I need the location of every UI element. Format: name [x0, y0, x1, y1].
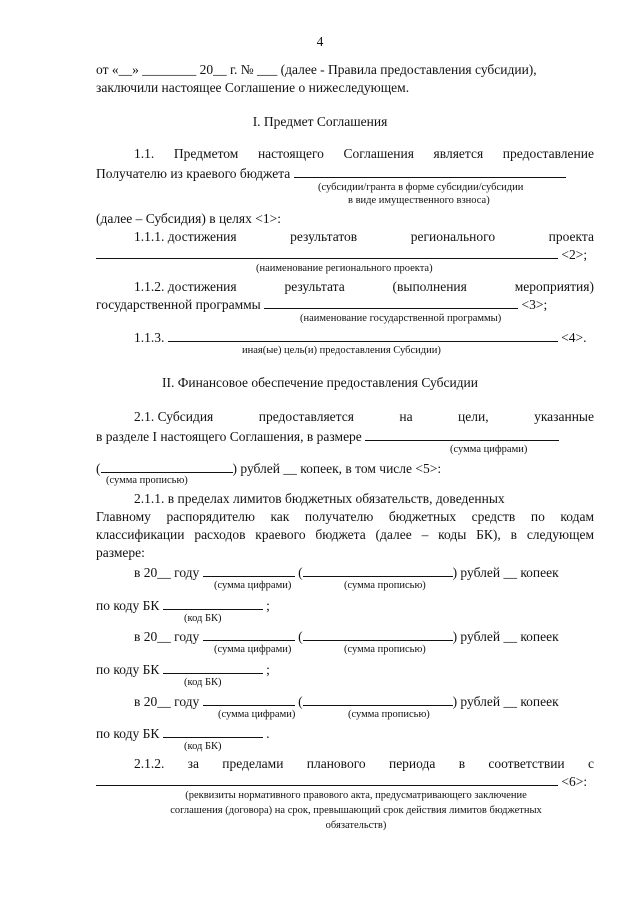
blank-other-goals[interactable] — [168, 328, 558, 342]
text: ) рублей __ копеек — [452, 629, 559, 644]
text: ( — [96, 461, 101, 476]
word: периода — [388, 756, 436, 771]
word: с — [587, 756, 594, 771]
word: цели, — [458, 409, 489, 424]
paragraph-2-1-2-line-2 — [96, 772, 587, 790]
bk-row-2 — [96, 660, 270, 678]
word: 1.1.1. достижения — [134, 229, 237, 244]
paragraph-1-1-line-2 — [96, 164, 566, 182]
paragraph-1-1-2-line-2 — [96, 295, 547, 313]
note-sum-digits: (сумма цифрами) — [450, 444, 528, 455]
paragraph-1-1-1-line-1 — [134, 229, 594, 245]
word: Соглашения — [343, 146, 414, 161]
bk-row-1 — [96, 596, 270, 614]
note-subsidy-type-2: в виде имущественного взноса) — [348, 195, 490, 206]
note-regional-project: (наименование регионального проекта) — [256, 263, 433, 274]
text: ) рублей __ копеек, в том числе <5>: — [232, 461, 442, 476]
text: ) рублей __ копеек — [452, 565, 559, 580]
paragraph-1-1-line-1 — [134, 146, 594, 162]
text: 1.1.3. — [134, 330, 165, 345]
note-bk-1: (код БК) — [184, 613, 222, 624]
word: на — [399, 409, 413, 424]
text: по коду БК — [96, 726, 160, 741]
blank-sum-words[interactable] — [101, 459, 233, 473]
text: ( — [298, 694, 303, 709]
year-row-1 — [134, 563, 559, 581]
note-year-3-words: (сумма прописью) — [348, 709, 430, 720]
blank-year-3-digits[interactable] — [203, 692, 295, 706]
note-year-2-digits: (сумма цифрами) — [214, 644, 292, 655]
paragraph-2-1-1-line-2: Главному распорядителю как получателю бюджетных средств по кодам — [96, 509, 594, 524]
note-year-2-words: (сумма прописью) — [344, 644, 426, 655]
blank-bk-2[interactable] — [163, 660, 263, 674]
blank-year-2-words[interactable] — [303, 627, 453, 641]
footnote-ref-6: <6>: — [561, 774, 588, 789]
text: ; — [266, 662, 270, 677]
word: является — [433, 146, 484, 161]
text: ; — [266, 598, 270, 613]
text: ( — [298, 565, 303, 580]
text: ( — [298, 629, 303, 644]
section-1-title: I. Предмет Соглашения — [252, 114, 388, 129]
note-subsidy-type-1: (субсидии/гранта в форме субсидии/субсидии — [318, 182, 524, 193]
word: 2.1. Субсидия — [134, 409, 214, 424]
blank-year-1-words[interactable] — [303, 563, 453, 577]
word: 2.1.2. — [134, 756, 165, 771]
bk-row-3 — [96, 724, 269, 742]
footnote-ref-3: <3>; — [521, 297, 548, 312]
blank-legal-act[interactable] — [96, 772, 558, 786]
intro-line-1: от «__» ________ 20__ г. № ___ (далее - Правила предоставления субсидии), — [96, 62, 537, 77]
word: мероприятия) — [514, 279, 594, 294]
text: по коду БК — [96, 662, 160, 677]
text: . — [266, 726, 270, 741]
blank-sum-digits[interactable] — [365, 427, 559, 441]
paragraph-2-1-1-line-4: размере: — [96, 545, 145, 560]
paragraph-2-1-1-line-3: классификации расходов краевого бюджета (далее – коды БК), в следующем — [96, 527, 594, 542]
note-legal-act-2: соглашения (договора) на срок, превышающий срок действия лимитов бюджетных — [170, 805, 542, 816]
note-legal-act-1: (реквизиты нормативного правового акта, предусматривающего заключение — [185, 790, 527, 801]
year-row-2 — [134, 627, 559, 645]
word: планового — [306, 756, 366, 771]
word: указанные — [534, 409, 594, 424]
blank-subsidy-type[interactable] — [294, 164, 566, 178]
word: пределами — [222, 756, 284, 771]
word: соответствии — [488, 756, 565, 771]
text: Получателю из краевого бюджета — [96, 166, 291, 181]
blank-year-3-words[interactable] — [303, 692, 453, 706]
blank-bk-3[interactable] — [163, 724, 263, 738]
word: результата — [284, 279, 345, 294]
paragraph-1-1-line-3: (далее – Субсидия) в целях <1>: — [96, 211, 281, 226]
intro-line-2: заключили настоящее Соглашение о нижеследующем. — [96, 80, 410, 95]
paragraph-1-1-3 — [134, 328, 586, 346]
note-year-1-digits: (сумма цифрами) — [214, 580, 292, 591]
note-sum-words: (сумма прописью) — [106, 475, 188, 486]
word: (выполнения — [392, 279, 467, 294]
text: в разделе I настоящего Соглашения, в размере — [96, 429, 362, 444]
year-row-3 — [134, 692, 559, 710]
note-legal-act-3: обязательств) — [325, 820, 387, 831]
text: ) рублей __ копеек — [452, 694, 559, 709]
word: предоставляется — [258, 409, 354, 424]
paragraph-2-1-2-line-1 — [134, 756, 594, 772]
note-bk-2: (код БК) — [184, 677, 222, 688]
word: регионального — [410, 229, 496, 244]
word: проекта — [548, 229, 594, 244]
footnote-ref-4: <4>. — [561, 330, 587, 345]
blank-regional-project[interactable] — [96, 245, 558, 259]
text: государственной программы — [96, 297, 261, 312]
text: в 20__ году — [134, 694, 200, 709]
word: 1.1. — [134, 146, 155, 161]
word: 1.1.2. достижения — [134, 279, 237, 294]
paragraph-2-1-line-2 — [96, 427, 559, 445]
blank-state-program[interactable] — [264, 295, 518, 309]
word: результатов — [290, 229, 358, 244]
blank-year-2-digits[interactable] — [203, 627, 295, 641]
word: настоящего — [257, 146, 324, 161]
text: 2.1.1. в пределах лимитов бюджетных обязательств, доведенных — [134, 491, 505, 506]
text: в 20__ году — [134, 629, 200, 644]
paragraph-2-1-line-1 — [134, 409, 594, 425]
note-state-program: (наименование государственной программы) — [300, 313, 502, 324]
note-year-1-words: (сумма прописью) — [344, 580, 426, 591]
word: в — [458, 756, 466, 771]
word: предоставление — [502, 146, 594, 161]
paragraph-1-1-1-line-2 — [96, 245, 587, 263]
blank-bk-1[interactable] — [163, 596, 263, 610]
section-2-title: II. Финансовое обеспечение предоставления Субсидии — [161, 375, 478, 390]
text: в 20__ году — [134, 565, 200, 580]
word: за — [187, 756, 199, 771]
footnote-ref-2: <2>; — [561, 247, 588, 262]
paragraph-1-1-2-line-1 — [134, 279, 594, 295]
word: Предметом — [173, 146, 239, 161]
note-other-goals: иная(ые) цель(и) предоставления Субсидии) — [242, 345, 441, 356]
paragraph-2-1-1-line-1 — [134, 491, 594, 507]
text: по коду БК — [96, 598, 160, 613]
blank-year-1-digits[interactable] — [203, 563, 295, 577]
note-bk-3: (код БК) — [184, 741, 222, 752]
note-year-3-digits: (сумма цифрами) — [218, 709, 296, 720]
page-number: 4 — [316, 34, 324, 49]
